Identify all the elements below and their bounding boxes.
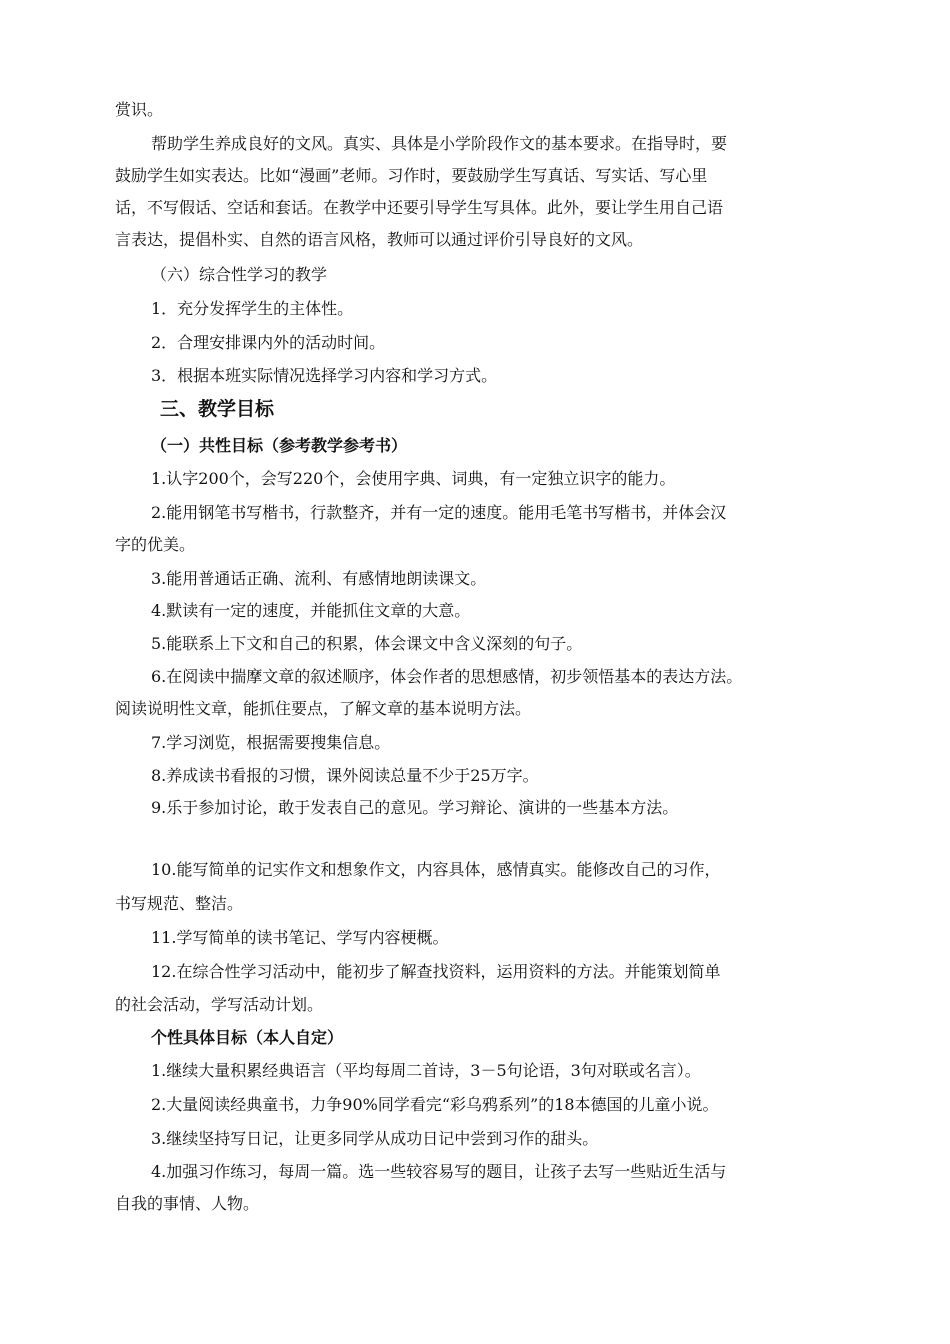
list-item: 2.大量阅读经典童书，力争90%同学看完“彩乌鸦系列”的18本德国的儿童小说。 (151, 1095, 719, 1114)
text-line: 话，不写假话、空话和套话。在教学中还要引导学生写具体。此外，要让学生用自己语 (115, 198, 724, 217)
list-item: 4.默读有一定的速度，并能抓住文章的大意。 (151, 601, 471, 620)
list-item: 1.继续大量积累经典语言（平均每周二首诗，3－5句论语，3句对联或名言）。 (151, 1061, 701, 1080)
text-line: 赏识。 (115, 100, 164, 119)
list-item: 6.在阅读中揣摩文章的叙述顺序，体会作者的思想感情，初步领悟基本的表达方法。 (151, 667, 743, 686)
text-line: 书写规范、整洁。 (115, 894, 244, 913)
list-item: 12.在综合性学习活动中，能初步了解查找资料，运用资料的方法。并能策划简单 (151, 962, 721, 981)
list-item: 2．合理安排课内外的活动时间。 (151, 333, 386, 352)
text-line: 自我的事情、人物。 (115, 1194, 260, 1213)
subsection-heading: （一）共性目标（参考教学参考书） (151, 436, 408, 455)
list-item: 5.能联系上下文和自己的积累，体会课文中含义深刻的句子。 (151, 634, 583, 653)
list-item: 2.能用钢笔书写楷书，行款整齐，并有一定的速度。能用毛笔书写楷书，并体会汉 (151, 503, 727, 522)
list-item: 1.认字200个，会写220个，会使用字典、词典，有一定独立识字的能力。 (151, 469, 676, 488)
list-item: 7.学习浏览，根据需要搜集信息。 (151, 733, 391, 752)
list-item: 4.加强习作练习，每周一篇。选一些较容易写的题目，让孩子去写一些贴近生活与 (151, 1162, 727, 1181)
text-line: 阅读说明性文章，能抓住要点，了解文章的基本说明方法。 (115, 699, 532, 718)
list-item: 10.能写简单的记实作文和想象作文，内容具体，感情真实。能修改自己的习作， (151, 860, 721, 879)
text-line: 言表达，提倡朴实、自然的语言风格，教师可以通过评价引导良好的文风。 (115, 230, 644, 249)
section-heading: （六）综合性学习的教学 (151, 265, 328, 284)
text-line: 的社会活动，学写活动计划。 (115, 995, 324, 1014)
text-line: 鼓励学生如实表达。比如“漫画”老师。习作时，要鼓励学生写真话、写实话、写心里 (115, 166, 708, 185)
chapter-heading: 三、教学目标 (160, 398, 275, 420)
list-item: 11.学写简单的读书笔记、学写内容梗概。 (151, 928, 449, 947)
list-item: 9.乐于参加讨论，敢于发表自己的意见。学习辩论、演讲的一些基本方法。 (151, 798, 679, 817)
text-line: 字的优美。 (115, 535, 196, 554)
list-item: 3.继续坚持写日记，让更多同学从成功日记中尝到习作的甜头。 (151, 1129, 599, 1148)
subsection-heading: 个性具体目标（本人自定） (151, 1028, 344, 1047)
list-item: 3．根据本班实际情况选择学习内容和学习方式。 (151, 366, 498, 385)
text-line: 帮助学生养成良好的文风。真实、具体是小学阶段作文的基本要求。在指导时，要 (151, 134, 728, 153)
list-item: 3.能用普通话正确、流利、有感情地朗读课文。 (151, 569, 487, 588)
list-item: 1．充分发挥学生的主体性。 (151, 299, 354, 318)
list-item: 8.养成读书看报的习惯，课外阅读总量不少于25万字。 (151, 766, 539, 785)
